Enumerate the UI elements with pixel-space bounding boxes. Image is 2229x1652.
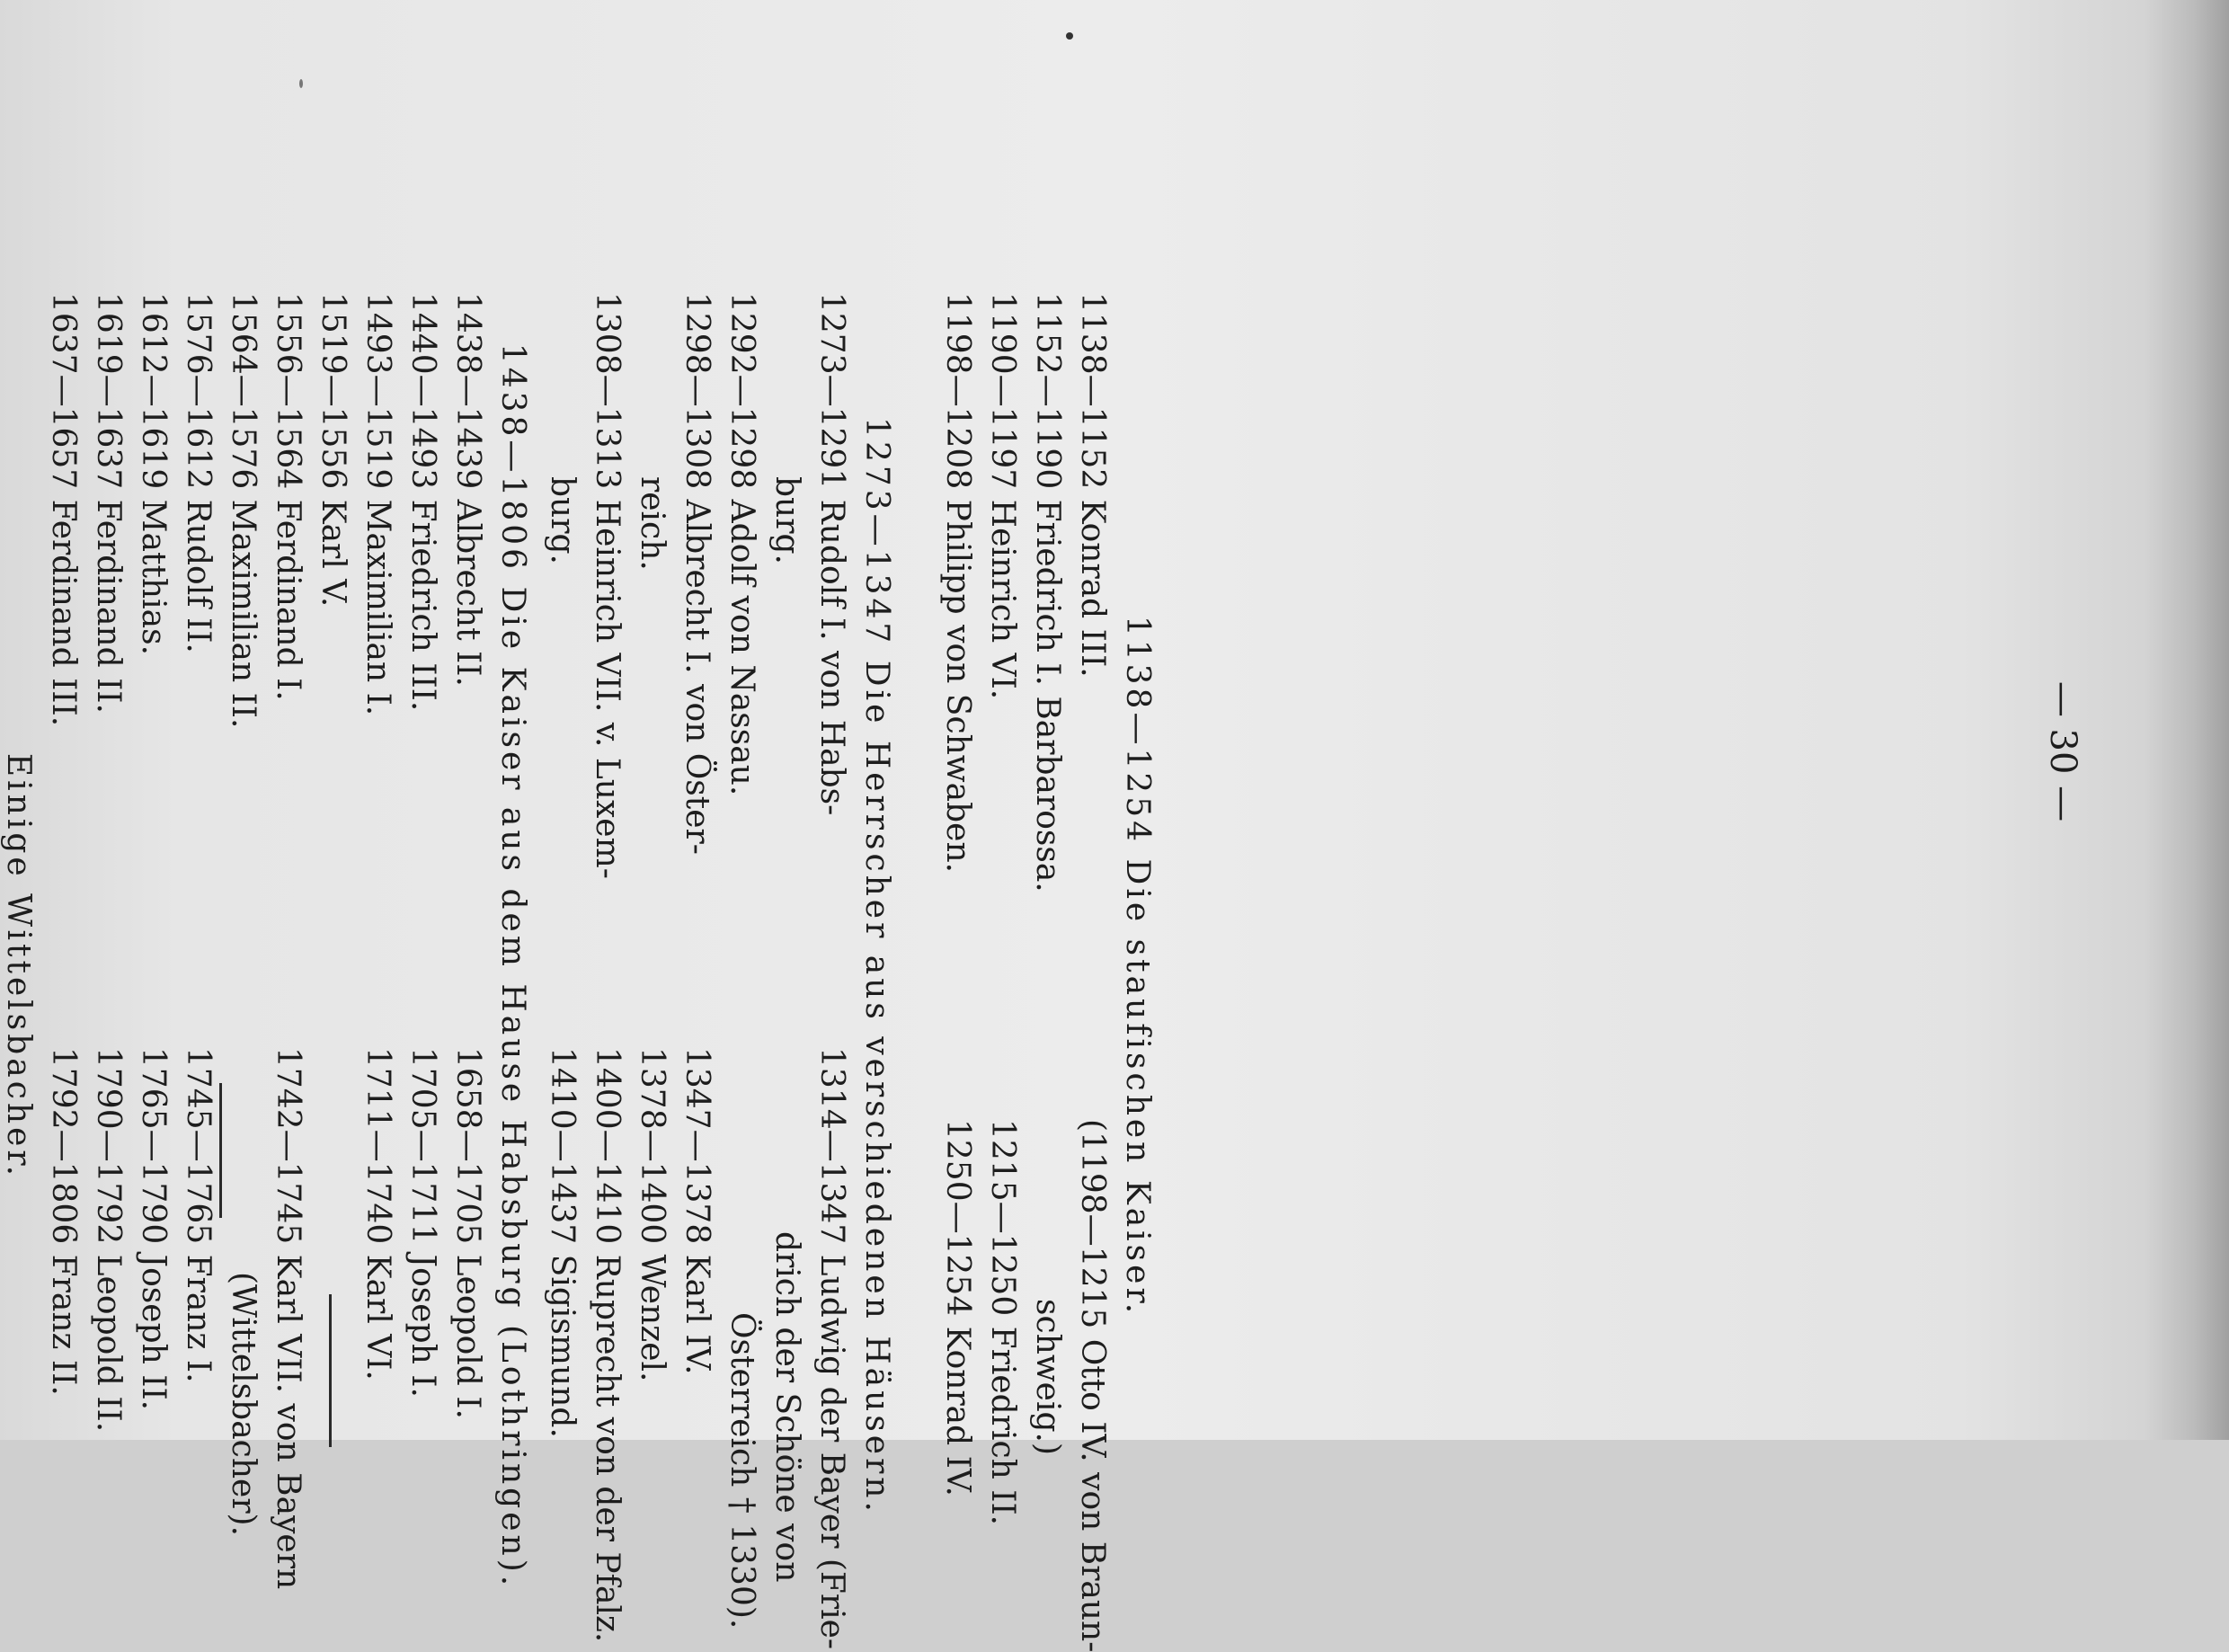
ruler-entry: 1138—1152 Konrad III. <box>1074 292 1111 678</box>
ruler-entry-continuation: (Wittelsbacher). <box>225 1272 262 1537</box>
ruler-entry: 1250—1254 Konrad IV. <box>939 1119 976 1497</box>
table-row <box>445 292 490 1640</box>
ruler-entry: 1438—1439 Albrecht II. <box>449 292 486 687</box>
ruler-entry-continuation: Österreich † 1330). <box>724 1312 760 1630</box>
ruler-entry: 1556—1564 Ferdinand I. <box>270 292 306 701</box>
table-row <box>980 292 1025 1640</box>
ink-speck <box>1066 32 1073 40</box>
ruler-entry: 1347—1378 Karl IV. <box>679 1047 715 1375</box>
table-row <box>1070 292 1114 1652</box>
table-row <box>400 292 445 1640</box>
ruler-entry: 1711—1740 Karl VI. <box>360 1047 396 1381</box>
table-row <box>539 292 584 1640</box>
section-heading: 1438—1806 Die Kaiser aus dem Hause Habsburg (Lothringen). <box>494 342 531 1590</box>
ruler-entry: 1440—1493 Friedrich III. <box>404 292 441 712</box>
table-row <box>629 292 674 1640</box>
ruler-entry: 1190—1197 Heinrich VI. <box>984 292 1021 700</box>
ruler-entry: 1742—1745 Karl VII. von Bayern <box>270 1047 306 1590</box>
ruler-entry: 1198—1208 Philipp von Schwaben. <box>939 292 976 874</box>
ruler-entry: 1493—1519 Maximilian I. <box>360 292 396 716</box>
section-wittelsbacher <box>0 292 40 1640</box>
ruler-entry: 1273—1291 Rudolf I. von Habs- <box>813 292 850 816</box>
table-row <box>584 292 629 1643</box>
ruler-entry-continuation: schweig.) <box>1029 1299 1066 1455</box>
ruler-entry: 1152—1190 Friedrich I. Barbarossa. <box>1029 292 1066 893</box>
table-row <box>175 292 220 1640</box>
ruler-entry: (1198—1215 Otto IV. von Braun- <box>1074 1119 1111 1652</box>
ruler-entry: 1765—1790 Joseph II. <box>135 1047 172 1411</box>
table-row <box>719 292 764 1640</box>
table-row <box>130 292 175 1640</box>
ruler-entry: 1215—1250 Friedrich II. <box>984 1119 1021 1526</box>
ruler-entry-continuation: reich. <box>634 476 670 571</box>
ruler-entry: 1658—1705 Leopold I. <box>449 1047 486 1419</box>
table-row <box>220 292 265 1640</box>
section-heading: 1273—1347 Die Herrscher aus verschiedenen Häusern. <box>858 417 895 1515</box>
ruler-entry: 1619—1637 Ferdinand II. <box>90 292 127 714</box>
section-heading: Einige Wittelsbacher. <box>0 752 37 1180</box>
rotated-text-block <box>0 292 1159 1652</box>
table-row <box>809 292 854 1650</box>
table-row <box>265 292 310 1640</box>
table-row <box>355 292 400 1640</box>
ruler-entry: 1745—1765 Franz I. <box>180 1047 217 1383</box>
ruler-entry: 1314—1347 Ludwig der Bayer (Frie- <box>813 1047 850 1650</box>
section-heading: 1138—1254 Die staufischen Kaiser. <box>1119 615 1156 1318</box>
ruler-entry-continuation: drich der Schöne von <box>768 1231 805 1583</box>
ruler-entry: 1576—1612 Rudolf II. <box>180 292 217 653</box>
book-spine-shadow <box>2144 0 2229 1440</box>
ruler-entry: 1790—1792 Leopold II. <box>90 1047 127 1433</box>
table-row <box>1025 292 1070 1640</box>
ruler-entry: 1705—1711 Joseph I. <box>404 1047 441 1398</box>
ruler-entry: 1292—1298 Adolf von Nassau. <box>724 292 760 796</box>
table-row <box>674 292 719 1640</box>
ruler-entry: 1298—1308 Albrecht I. von Öster- <box>679 292 715 855</box>
table-row <box>764 292 809 1640</box>
ruler-entry: 1792—1806 Franz II. <box>45 1047 82 1396</box>
section-habsburg <box>40 292 535 1640</box>
ruler-entry: 1637—1657 Ferdinand III. <box>45 292 82 727</box>
section-staufer <box>935 292 1159 1652</box>
ruler-entry-continuation: burg. <box>544 476 581 564</box>
ruler-entry: 1612—1619 Matthias. <box>135 292 172 656</box>
ruler-entry: 1308—1313 Heinrich VII. v. Luxem- <box>589 292 626 879</box>
ruler-entry: 1400—1410 Ruprecht von der Pfalz. <box>589 1047 626 1643</box>
separator-rule <box>329 1294 332 1447</box>
ruler-entry: 1378—1400 Wenzel. <box>634 1047 670 1382</box>
ruler-entry-continuation: burg. <box>768 476 805 564</box>
ruler-entry: 1564—1576 Maximilian II. <box>225 292 262 729</box>
table-row <box>310 292 355 1640</box>
section-verschiedene-haeuser <box>539 292 899 1650</box>
table-row <box>935 292 980 1640</box>
ruler-entry: 1519—1556 Karl V. <box>315 292 351 608</box>
ruler-entry: 1410—1437 Sigismund. <box>544 1047 581 1438</box>
page-number: — 30 — <box>2042 680 2083 822</box>
ink-speck <box>299 79 303 88</box>
table-row <box>85 292 130 1640</box>
table-row <box>40 292 85 1640</box>
